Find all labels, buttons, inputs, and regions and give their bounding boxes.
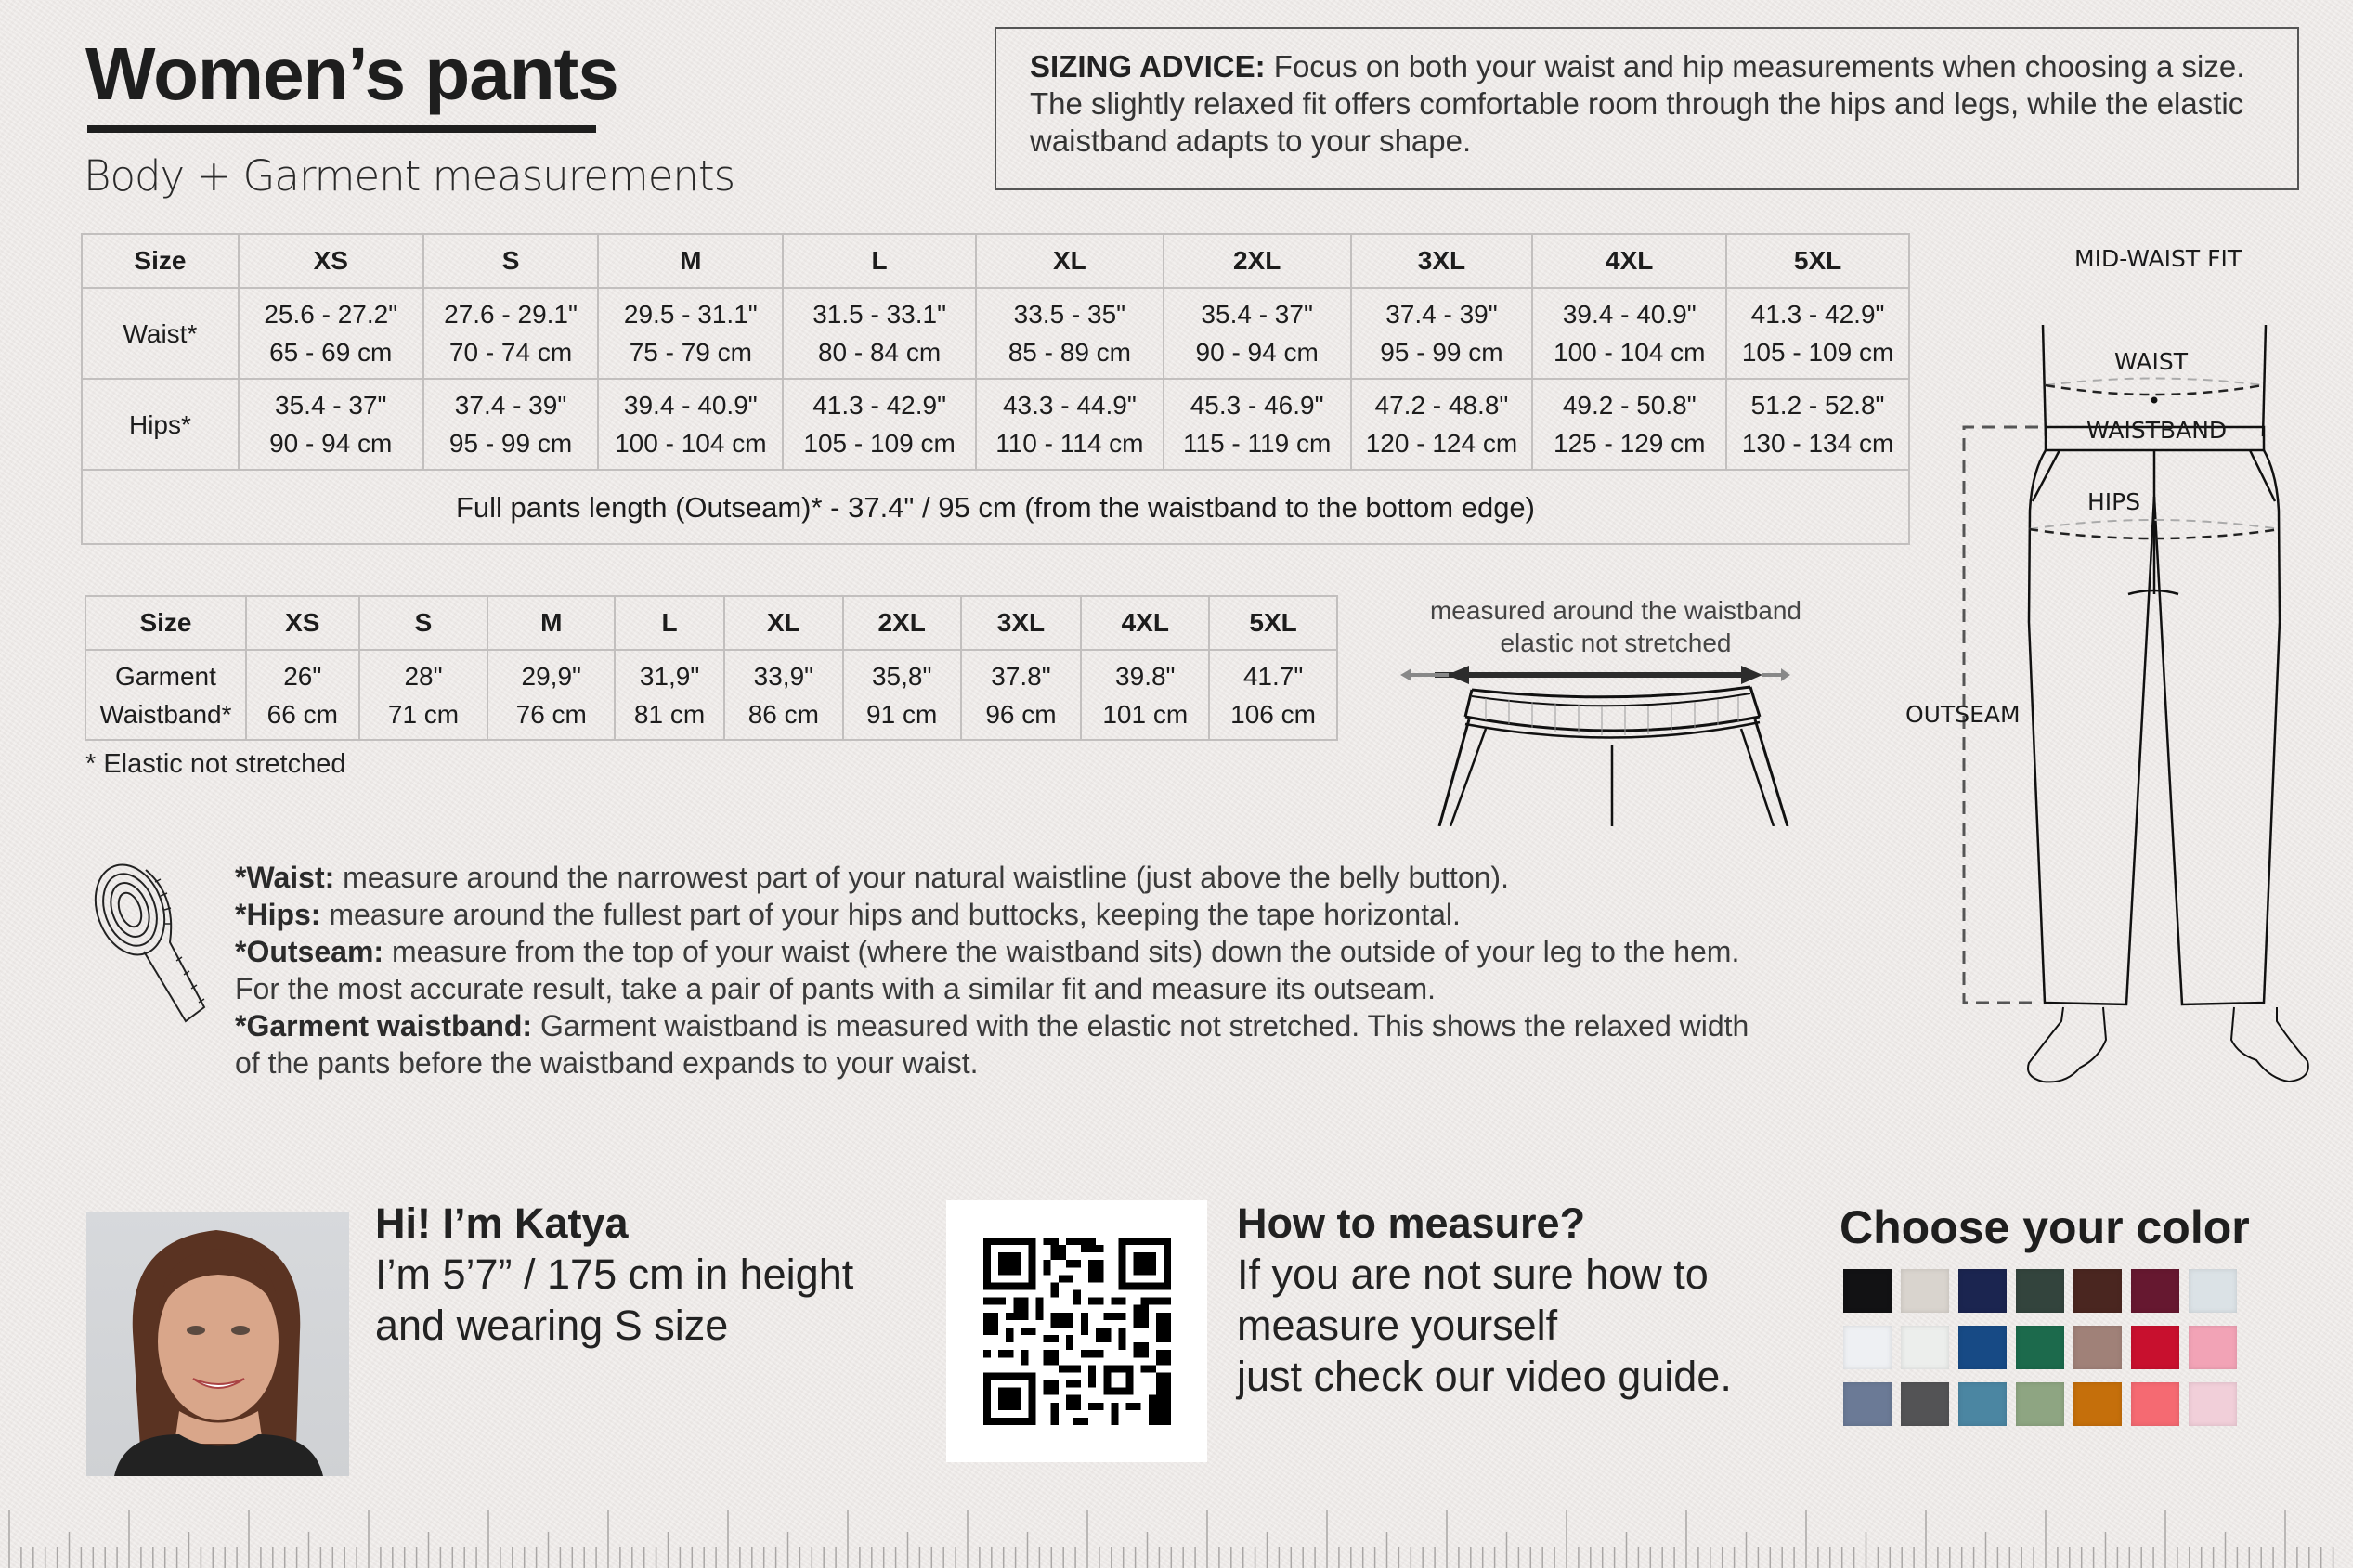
measurement-cell: 41.3 - 42.9" 105 - 109 cm bbox=[783, 379, 976, 470]
waistband-caption: measured around the waistband elastic not stretched bbox=[1429, 596, 1802, 657]
color-swatch[interactable] bbox=[1958, 1326, 2007, 1369]
color-swatch[interactable] bbox=[2016, 1382, 2064, 1426]
how-to-measure: How to measure? If you are not sure how to measure yourself just check our video guide. bbox=[1237, 1199, 1732, 1400]
measurement-cell: 45.3 - 46.9" 115 - 119 cm bbox=[1164, 379, 1351, 470]
measurement-cell: 49.2 - 50.8" 125 - 129 cm bbox=[1532, 379, 1726, 470]
hips-label: HIPS bbox=[2087, 488, 2141, 515]
color-swatch[interactable] bbox=[1958, 1269, 2007, 1313]
row-label: Waist* bbox=[82, 288, 239, 379]
color-swatch-grid bbox=[1843, 1269, 2233, 1426]
size-column-header: S bbox=[359, 596, 488, 650]
table-row-waist bbox=[82, 288, 1909, 379]
definition-hips: *Hips: measure around the fullest part of your hips and buttocks, keeping the tape horizontal. bbox=[235, 898, 1461, 931]
model-info bbox=[375, 1198, 853, 1351]
color-swatch[interactable] bbox=[2074, 1326, 2122, 1369]
qr-code-video-guide[interactable] bbox=[946, 1200, 1207, 1462]
measurement-cell: 31,9" 81 cm bbox=[615, 650, 724, 740]
garment-waistband-table bbox=[84, 595, 1338, 741]
measurement-cell: 41.3 - 42.9" 105 - 109 cm bbox=[1726, 288, 1909, 379]
size-column-header: 5XL bbox=[1726, 234, 1909, 288]
size-header: Size bbox=[85, 596, 246, 650]
waist-label: WAIST bbox=[2114, 348, 2188, 375]
measurement-cell: 47.2 - 48.8" 120 - 124 cm bbox=[1351, 379, 1533, 470]
color-swatch[interactable] bbox=[1958, 1382, 2007, 1426]
ruler-decoration bbox=[0, 1498, 2353, 1568]
measurement-cell: 37.8" 96 cm bbox=[961, 650, 1082, 740]
how-to-measure-title: How to measure? bbox=[1237, 1199, 1586, 1247]
definition-outseam: *Outseam: measure from the top of your waist (where the waistband sits) down the outside of your leg to the hem. For the most accurate result, take a pair of pants with a similar fit and measure its outseam. bbox=[235, 935, 1740, 1005]
measurement-cell: 33.5 - 35" 85 - 89 cm bbox=[976, 288, 1164, 379]
page-subtitle: Body + Garment measurements bbox=[84, 151, 735, 201]
measurement-cell: 28" 71 cm bbox=[359, 650, 488, 740]
row-label: Hips* bbox=[82, 379, 239, 470]
color-swatch[interactable] bbox=[2189, 1326, 2237, 1369]
table-row-hips bbox=[82, 379, 1909, 470]
color-swatch[interactable] bbox=[2131, 1269, 2179, 1313]
size-column-header: 5XL bbox=[1209, 596, 1337, 650]
model-greeting: Hi! I’m Katya bbox=[375, 1199, 629, 1247]
definition-garment-waistband: *Garment waistband: Garment waistband is measured with the elastic not stretched. This shows the relaxed width of the pants before the waistband expands to your waist. bbox=[235, 1009, 1749, 1080]
size-column-header: M bbox=[598, 234, 783, 288]
color-swatch[interactable] bbox=[2074, 1382, 2122, 1426]
size-column-header: M bbox=[488, 596, 615, 650]
table-row-outseam-note bbox=[82, 470, 1909, 544]
color-swatch[interactable] bbox=[2131, 1326, 2179, 1369]
color-swatch[interactable] bbox=[2189, 1382, 2237, 1426]
outseam-label: OUTSEAM bbox=[1905, 701, 2021, 728]
measurement-cell: 26" 66 cm bbox=[246, 650, 359, 740]
table-row-garment-waistband bbox=[85, 650, 1337, 740]
waistband-label: WAISTBAND bbox=[2086, 417, 2228, 444]
row-label: Garment Waistband* bbox=[85, 650, 246, 740]
size-column-header: 2XL bbox=[1164, 234, 1351, 288]
size-column-header: S bbox=[423, 234, 599, 288]
color-swatch[interactable] bbox=[1901, 1382, 1949, 1426]
color-swatch[interactable] bbox=[1843, 1326, 1892, 1369]
color-swatch[interactable] bbox=[1901, 1326, 1949, 1369]
sizing-advice-text: Focus on both your waist and hip measurements when choosing a size. The slightly relaxed fit offers comfortable room through the hips and legs, while the elastic waistband adapts to your shape. bbox=[1030, 49, 2245, 158]
size-column-header: 4XL bbox=[1081, 596, 1209, 650]
measurement-cell: 33,9" 86 cm bbox=[724, 650, 843, 740]
size-column-header: 4XL bbox=[1532, 234, 1726, 288]
color-swatch[interactable] bbox=[1843, 1382, 1892, 1426]
color-swatch[interactable] bbox=[2074, 1269, 2122, 1313]
choose-color-title: Choose your color bbox=[1840, 1201, 2250, 1253]
color-swatch[interactable] bbox=[2131, 1382, 2179, 1426]
color-swatch[interactable] bbox=[1843, 1269, 1892, 1313]
measurement-cell: 31.5 - 33.1" 80 - 84 cm bbox=[783, 288, 976, 379]
model-photo bbox=[86, 1212, 349, 1476]
color-swatch[interactable] bbox=[2016, 1269, 2064, 1313]
measurement-cell: 37.4 - 39" 95 - 99 cm bbox=[1351, 288, 1533, 379]
waistband-measure-illustration bbox=[1393, 659, 1839, 826]
sizing-advice-label: SIZING ADVICE: bbox=[1030, 49, 1266, 84]
measurement-cell: 25.6 - 27.2" 65 - 69 cm bbox=[239, 288, 423, 379]
elastic-footnote: * Elastic not stretched bbox=[85, 749, 346, 779]
color-swatch[interactable] bbox=[2016, 1326, 2064, 1369]
size-column-header: 3XL bbox=[1351, 234, 1533, 288]
size-column-header: XL bbox=[976, 234, 1164, 288]
page-title: Women’s pants bbox=[85, 32, 618, 115]
measurement-cell: 27.6 - 29.1" 70 - 74 cm bbox=[423, 288, 599, 379]
measurement-cell: 35.4 - 37" 90 - 94 cm bbox=[1164, 288, 1351, 379]
size-column-header: 3XL bbox=[961, 596, 1082, 650]
table-header-row bbox=[85, 596, 1337, 650]
measurement-cell: 29.5 - 31.1" 75 - 79 cm bbox=[598, 288, 783, 379]
size-column-header: XS bbox=[239, 234, 423, 288]
title-underline bbox=[87, 125, 596, 133]
outseam-note: Full pants length (Outseam)* - 37.4" / 95 cm (from the waistband to the bottom edge) bbox=[82, 470, 1909, 544]
measurement-cell: 29,9" 76 cm bbox=[488, 650, 615, 740]
measurement-cell: 39.8" 101 cm bbox=[1081, 650, 1209, 740]
qr-code-icon bbox=[983, 1238, 1171, 1425]
measurement-cell: 39.4 - 40.9" 100 - 104 cm bbox=[598, 379, 783, 470]
measurement-cell: 51.2 - 52.8" 130 - 134 cm bbox=[1726, 379, 1909, 470]
measurement-cell: 43.3 - 44.9" 110 - 114 cm bbox=[976, 379, 1164, 470]
mid-waist-fit-label: MID-WAIST FIT bbox=[2074, 245, 2242, 272]
sizing-advice-box bbox=[994, 27, 2299, 190]
measurement-cell: 35,8" 91 cm bbox=[843, 650, 961, 740]
size-header: Size bbox=[82, 234, 239, 288]
size-column-header: XS bbox=[246, 596, 359, 650]
color-swatch[interactable] bbox=[2189, 1269, 2237, 1313]
size-column-header: L bbox=[615, 596, 724, 650]
table-header-row bbox=[82, 234, 1909, 288]
model-size: and wearing S size bbox=[375, 1302, 729, 1349]
tape-measure-icon bbox=[88, 859, 209, 1030]
measurement-cell: 39.4 - 40.9" 100 - 104 cm bbox=[1532, 288, 1726, 379]
measurement-cell: 37.4 - 39" 95 - 99 cm bbox=[423, 379, 599, 470]
measurement-cell: 41.7" 106 cm bbox=[1209, 650, 1337, 740]
measurement-definitions bbox=[235, 859, 1776, 1082]
size-column-header: XL bbox=[724, 596, 843, 650]
color-swatch[interactable] bbox=[1901, 1269, 1949, 1313]
body-measurements-table bbox=[81, 233, 1910, 545]
size-column-header: 2XL bbox=[843, 596, 961, 650]
definition-waist: *Waist: measure around the narrowest part of your natural waistline (just above the belly button). bbox=[235, 861, 1509, 894]
size-column-header: L bbox=[783, 234, 976, 288]
measurement-cell: 35.4 - 37" 90 - 94 cm bbox=[239, 379, 423, 470]
model-height: I’m 5’7” / 175 cm in height bbox=[375, 1251, 854, 1298]
